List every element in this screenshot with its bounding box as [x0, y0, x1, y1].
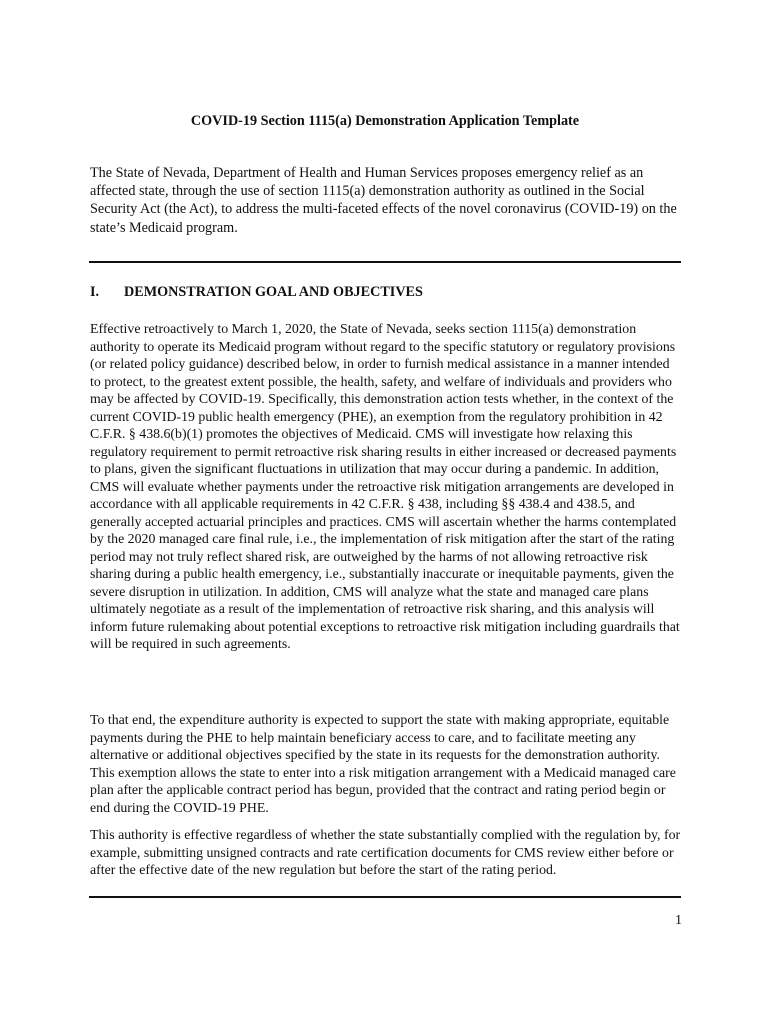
section-divider-bottom	[89, 896, 681, 898]
body-paragraph-2: To that end, the expenditure authority is expected to support the state with making appropriate, equitable payments during the PHE to help maintain beneficiary access to care, and to facilitate meeting any alternative or additional objectives specified by the state in its requests for the demonstration authority. This exemption allows the state to enter into a risk mitigation arrangement with a Medicaid managed care plan after the applicable contract period has begun, provided that the contract and rating period begin or end during the COVID-19 PHE.	[90, 712, 676, 815]
section-divider-top	[89, 261, 681, 263]
document-title: COVID-19 Section 1115(a) Demonstration Application Template	[190, 113, 580, 129]
section-number: I.	[90, 284, 100, 300]
section-heading	[90, 283, 682, 301]
page-number: 1	[675, 913, 682, 928]
section-heading-text: DEMONSTRATION GOAL AND OBJECTIVES	[124, 284, 423, 300]
body-paragraph-3: This authority is effective regardless of whether the state substantially complied with the regulation by, for example, submitting unsigned contracts and rate certification documents for CMS review either before or after the effective date of the new regulation but before the start of the rating period.	[90, 827, 681, 877]
intro-paragraph: The State of Nevada, Department of Health and Human Services proposes emergency relief as an affected state, through the use of section 1115(a) demonstration authority as outlined in the Social Security Act (the Act), to address the multi-faceted effects of the novel coronavirus (COVID-19) on the state’s Medicaid program.	[90, 165, 677, 236]
body-paragraph-1: Effective retroactively to March 1, 2020, the State of Nevada, seeks section 1115(a) demonstration authority to operate its Medicaid program without regard to the specific statutory or regulatory provisions (or related policy guidance) described below, in order to furnish medical assistance in a manner intended to protect, to the greatest extent possible, the health, safety, and welfare of individuals and providers who may be affected by COVID-19. Specifically, this demonstration action tests whether, in the context of the current COVID-19 public health emergency (PHE), an exemption from the regulatory prohibition in 42 C.F.R. § 438.6(b)(1) promotes the objectives of Medicaid. CMS will investigate how relaxing this regulatory requirement to permit retroactive risk sharing results in either increased or decreased payments to plans, given the significant fluctuations in utilization that may occur during a pandemic. In addition, CMS will evaluate whether payments under the retroactive risk mitigation arrangements are developed in accordance with all applicable requirements in 42 C.F.R. § 438, including §§ 438.4 and 438.5, and generally accepted actuarial principles and practices. CMS will ascertain whether the harms contemplated by the 2020 managed care final rule, i.e., the implementation of risk mitigation after the start of the rating period may not truly reflect shared risk, are outweighed by the harms of not allowing retroactive risk sharing during a public health emergency, i.e., substantially inaccurate or inequitable payments, given the severe disruption in utilization. In addition, CMS will analyze what the state and managed care plans ultimately negotiate as a result of the implementation of retroactive risk sharing, and this analysis will inform future rulemaking about potential exceptions to retroactive risk mitigation including guardrails that will be required in such agreements.	[90, 321, 680, 651]
